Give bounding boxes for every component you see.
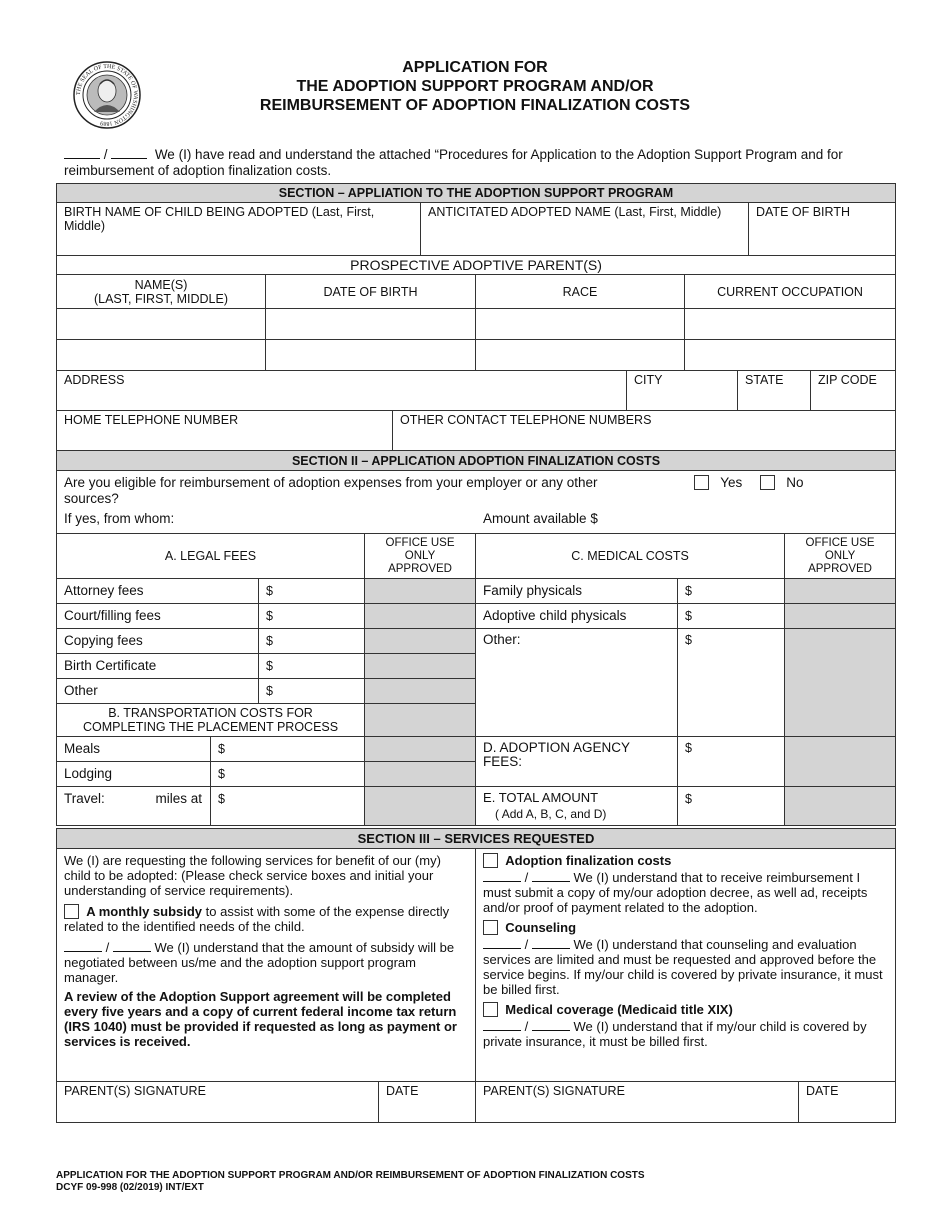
initial-blank[interactable]	[483, 948, 521, 949]
transport-label: Lodging	[57, 762, 211, 787]
services-right-column	[476, 849, 896, 1082]
legal-fee-label: Other	[57, 679, 259, 704]
home-phone-field[interactable]: HOME TELEPHONE NUMBER	[57, 411, 393, 451]
costs-table	[56, 533, 896, 826]
office-approved-cell	[365, 654, 476, 679]
signature-table	[56, 1081, 896, 1123]
medical-coverage-label: Medical coverage (Medicaid title XIX)	[505, 1002, 733, 1017]
finalization-ack: / We (I) understand that to receive reimbursement I must submit a copy of my/our adoption decree, as well ad, receipts and/or proof of payment related to the adoption.	[483, 870, 868, 915]
amount-available-label: Amount available $	[483, 511, 598, 526]
office-approved-cell	[785, 579, 896, 604]
parents-table	[56, 255, 896, 371]
total-amount-label: E. TOTAL AMOUNT ( Add A, B, C, and D)	[476, 787, 678, 826]
initial-blank[interactable]	[532, 948, 570, 949]
title-line-2: THE ADOPTION SUPPORT PROGRAM AND/OR	[296, 78, 654, 95]
counseling-ack: / We (I) understand that counseling and evaluation services are limited and must be requested and approved before the service begins. If my/our child is covered by private insurance, it must be billed first.	[483, 937, 883, 997]
state-seal-logo	[72, 60, 142, 130]
address-table	[56, 370, 896, 411]
initial-blank[interactable]	[532, 881, 570, 882]
eligibility-question: Are you eligible for reimbursement of adoption expenses from your employer or any other sources?	[64, 475, 598, 506]
col-dob: DATE OF BIRTH	[266, 275, 476, 309]
travel-amount[interactable]: $	[211, 787, 365, 826]
office-use-header: OFFICE USE ONLY APPROVED	[785, 534, 896, 579]
col-occupation: CURRENT OCCUPATION	[685, 275, 896, 309]
initial-blank[interactable]	[483, 881, 521, 882]
parent-race-field[interactable]	[476, 340, 685, 371]
section-1-header: SECTION – APPLIATION TO THE ADOPTION SUPPORT PROGRAM	[57, 184, 896, 203]
state-field[interactable]: STATE	[738, 371, 811, 411]
agency-fees-label: D. ADOPTION AGENCY FEES:	[476, 737, 678, 787]
initial-blank[interactable]	[532, 1030, 570, 1031]
svg-text:THE SEAL OF THE STATE OF WASHI: THE SEAL OF THE STATE OF WASHINGTON 1889	[75, 63, 139, 127]
transport-amount[interactable]: $	[211, 762, 365, 787]
legal-fee-amount[interactable]: $	[259, 604, 365, 629]
col-race: RACE	[476, 275, 685, 309]
address-field[interactable]: ADDRESS	[57, 371, 627, 411]
counseling-checkbox[interactable]	[483, 920, 498, 935]
parent-occupation-field[interactable]	[685, 309, 896, 340]
transport-amount[interactable]: $	[211, 737, 365, 762]
signature-date-field[interactable]: DATE	[799, 1082, 896, 1123]
legal-fee-amount[interactable]: $	[259, 629, 365, 654]
no-checkbox[interactable]	[760, 475, 775, 490]
parent-name-field[interactable]	[57, 340, 266, 371]
services-left-column	[57, 849, 476, 1082]
legal-fee-label: Copying fees	[57, 629, 259, 654]
from-whom-label: If yes, from whom:	[64, 511, 175, 526]
section-3-table	[56, 828, 896, 1082]
footer-title: APPLICATION FOR THE ADOPTION SUPPORT PROGRAM AND/OR REIMBURSEMENT OF ADOPTION FINALIZATION COSTS	[56, 1170, 645, 1181]
total-amount-field[interactable]: $	[678, 787, 785, 826]
parent-dob-field[interactable]	[266, 309, 476, 340]
parent-row-2	[57, 340, 896, 371]
parent-race-field[interactable]	[476, 309, 685, 340]
monthly-subsidy-checkbox[interactable]	[64, 904, 79, 919]
office-approved-cell	[365, 787, 476, 826]
initial-blank[interactable]	[64, 158, 100, 159]
legal-fee-label: Birth Certificate	[57, 654, 259, 679]
parent-signature-field[interactable]: PARENT(S) SIGNATURE	[57, 1082, 379, 1123]
finalization-label: Adoption finalization costs	[505, 853, 672, 868]
medical-cost-amount[interactable]: $	[678, 579, 785, 604]
legal-fee-label: Court/filling fees	[57, 604, 259, 629]
form-number: DCYF 09-998 (02/2019) INT/EXT	[56, 1182, 204, 1193]
birth-name-field[interactable]: BIRTH NAME OF CHILD BEING ADOPTED (Last, First, Middle)	[57, 203, 421, 256]
medical-cost-amount[interactable]: $	[678, 629, 785, 737]
office-approved-cell	[785, 787, 896, 826]
medical-coverage-checkbox[interactable]	[483, 1002, 498, 1017]
monthly-subsidy-ack: / We (I) understand that the amount of subsidy will be negotiated between us/me and the adoption support program manager.	[64, 940, 455, 985]
office-approved-cell	[365, 737, 476, 762]
agency-fees-amount[interactable]: $	[678, 737, 785, 787]
finalization-checkbox[interactable]	[483, 853, 498, 868]
city-field[interactable]: CITY	[627, 371, 738, 411]
monthly-subsidy-text: to assist with some of the expense directly related to the identified needs of the child.	[64, 904, 450, 934]
travel-label: Travel: miles at	[57, 787, 211, 826]
transport-label: Meals	[57, 737, 211, 762]
initial-blank[interactable]	[64, 951, 102, 952]
monthly-subsidy-label: A monthly subsidy	[86, 904, 203, 919]
parent-signature-field[interactable]: PARENT(S) SIGNATURE	[476, 1082, 799, 1123]
section-2-header: SECTION II – APPLICATION ADOPTION FINALIZATION COSTS	[57, 451, 896, 471]
medical-coverage-ack: / We (I) understand that if my/our child is covered by private insurance, it must be billed first.	[483, 1019, 867, 1049]
office-approved-cell	[785, 604, 896, 629]
section-2-eligibility	[56, 450, 896, 534]
form-title	[150, 58, 800, 115]
initial-blank[interactable]	[113, 951, 151, 952]
initial-blank[interactable]	[483, 1030, 521, 1031]
legal-fee-amount[interactable]: $	[259, 679, 365, 704]
intro-acknowledgement: / We (I) have read and understand the attached “Procedures for Application to the Adoption Support Program and for reimbursement of adoption finalization costs.	[64, 147, 843, 178]
title-line-1: APPLICATION FOR	[402, 59, 548, 76]
legal-fee-label: Attorney fees	[57, 579, 259, 604]
parent-occupation-field[interactable]	[685, 340, 896, 371]
medical-cost-label: Adoptive child physicals	[476, 604, 678, 629]
parents-header: PROSPECTIVE ADOPTIVE PARENT(S)	[57, 256, 896, 275]
yes-option[interactable]: Yes	[694, 475, 742, 491]
office-approved-cell	[365, 604, 476, 629]
initial-blank[interactable]	[111, 158, 147, 159]
office-approved-cell	[785, 629, 896, 737]
transport-header: B. TRANSPORTATION COSTS FOR COMPLETING THE PLACEMENT PROCESS	[57, 704, 365, 737]
office-approved-cell	[365, 704, 476, 737]
child-dob-field[interactable]: DATE OF BIRTH	[749, 203, 896, 256]
medical-cost-label: Other:	[476, 629, 678, 737]
medical-costs-header: C. MEDICAL COSTS	[476, 534, 785, 579]
no-option[interactable]: No	[760, 475, 804, 491]
parent-name-field[interactable]	[57, 309, 266, 340]
section-3-header: SECTION III – SERVICES REQUESTED	[57, 829, 896, 849]
zip-field[interactable]: ZIP CODE	[811, 371, 896, 411]
form-footer	[56, 1170, 645, 1194]
review-notice: A review of the Adoption Support agreement will be completed every five years and a copy of current federal income tax return (IRS 1040) must be provided if requested as long as payment or services is received.	[64, 989, 457, 1049]
miles-at-label: miles at	[155, 791, 202, 806]
parent-dob-field[interactable]	[266, 340, 476, 371]
legal-fee-amount[interactable]: $	[259, 654, 365, 679]
legal-fees-header: A. LEGAL FEES	[57, 534, 365, 579]
medical-cost-amount[interactable]: $	[678, 604, 785, 629]
signature-date-field[interactable]: DATE	[379, 1082, 476, 1123]
section-1-child-table	[56, 183, 896, 256]
intro-text: We (I) have read and understand the attached “Procedures for Application to the Adoption Support Program and for reimbursement of adoption finalization costs.	[64, 147, 843, 178]
col-names: NAME(S) (LAST, FIRST, MIDDLE)	[57, 275, 266, 309]
adopted-name-field[interactable]: ANTICITATED ADOPTED NAME (Last, First, Middle)	[421, 203, 749, 256]
office-approved-cell	[365, 679, 476, 704]
office-use-header: OFFICE USE ONLY APPROVED	[365, 534, 476, 579]
services-intro: We (I) are requesting the following services for benefit of our (my) child to be adopted: (Please check service boxes and initial your understanding of service requirements).	[64, 853, 441, 898]
eligibility-block	[57, 471, 896, 534]
office-approved-cell	[785, 737, 896, 787]
office-approved-cell	[365, 629, 476, 654]
office-approved-cell	[365, 579, 476, 604]
medical-cost-label: Family physicals	[476, 579, 678, 604]
phone-table	[56, 410, 896, 451]
legal-fee-amount[interactable]: $	[259, 579, 365, 604]
parent-row-1	[57, 309, 896, 340]
yes-checkbox[interactable]	[694, 475, 709, 490]
counseling-label: Counseling	[505, 920, 577, 935]
other-phone-field[interactable]: OTHER CONTACT TELEPHONE NUMBERS	[393, 411, 896, 451]
title-line-3: REIMBURSEMENT OF ADOPTION FINALIZATION COSTS	[259, 97, 691, 114]
office-approved-cell	[365, 762, 476, 787]
